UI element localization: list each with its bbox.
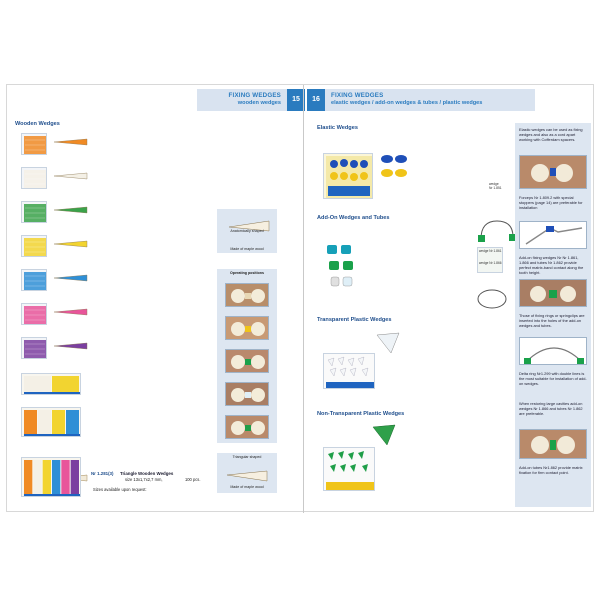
addon-tag-1: wedge Nr 1.861: [479, 249, 502, 253]
addon-title: Add-On Wedges and Tubes: [317, 215, 390, 221]
wedge-pack-photo: [21, 201, 47, 223]
blue-elastic-wedge-drawing: [379, 153, 409, 165]
wedge-drawing: [53, 273, 89, 284]
wedge-drawing: [53, 307, 89, 318]
transparent-title: Transparent Plastic Wedges: [317, 317, 392, 323]
multi-pack-photo: [21, 457, 81, 497]
wedge-drawing: [53, 205, 89, 216]
wedge-pack-photo: [21, 269, 47, 291]
sidebar-text-5: Delta ring Nr1.299 with double lines is the most suitable for installation of add-on wedges.: [519, 371, 587, 387]
wedge-drawing: [53, 239, 89, 250]
op-photo: [225, 316, 269, 340]
wooden-wedges-title: Wooden Wedges: [15, 121, 60, 127]
wedge-drawing: [53, 137, 89, 148]
op-photo: [225, 283, 269, 307]
sidebar-photo-3: [519, 279, 587, 307]
left-header-band: [197, 89, 287, 111]
addon-tube-ring-drawing: [475, 287, 509, 311]
elastic-wedges-pack-photo: [323, 153, 373, 199]
triangle-code: Nr 1.281(3): [91, 471, 114, 476]
page-spine: [303, 85, 304, 513]
op-photo: [225, 415, 269, 439]
op-photo: [225, 382, 269, 406]
left-page-number: 15: [287, 89, 305, 111]
triangular-shape-box: [217, 453, 277, 493]
left-header-subtitle: wooden wedges: [237, 99, 281, 106]
anatomic-shape-box: [217, 209, 277, 253]
wedge-pack-photo: [21, 337, 47, 359]
sidebar-photo-1: [519, 155, 587, 189]
wedge-pack-photo: [21, 167, 47, 189]
triangular-maple-caption: Made of maple wood: [230, 485, 264, 489]
multi-pack-photo: [21, 373, 81, 395]
addon-tag-2: wedge Nr 1.866: [479, 261, 502, 265]
wedge-drawing: [53, 341, 89, 352]
transparent-wedge-drawing: [373, 329, 403, 357]
wedge-pack-photo: [21, 133, 47, 155]
elastic-wedge-note: wedge Nr 1.851: [489, 182, 502, 190]
op-photo: [225, 349, 269, 373]
maple-caption: Made of maple wood: [230, 247, 264, 251]
addon-wedges-drawing: [325, 241, 371, 289]
transparent-pack-photo: [323, 353, 375, 389]
triangle-name: Triangle Wooden Wedges: [120, 471, 174, 476]
sidebar-photo-2: [519, 221, 587, 249]
sidebar-photo-4: [519, 337, 587, 365]
sidebar-text-3: Add-on fixing wedges Nr Nr 1.861, 1.866 and tubes Nr 1.862 provide perfect matrix-band contact along the tooth height.: [519, 255, 584, 276]
nontransparent-wedge-drawing: [369, 421, 399, 449]
triangle-qty: 100 pcs.: [185, 477, 201, 482]
sidebar-photo-5: [519, 429, 587, 459]
left-header-title: FIXING WEDGES: [228, 92, 281, 99]
multi-pack-photo: [21, 407, 81, 437]
sidebar-text-4: Those of fixing rings or springclips are inserted into the holes of the add-on wedges and tubes.: [519, 313, 585, 329]
triangle-available-note: Sizes available upon request:: [93, 487, 147, 492]
nontransparent-title: Non-Transparent Plastic Wedges: [317, 411, 405, 417]
anatomic-caption: Anatomically shaped: [230, 229, 264, 233]
elastic-wedges-title: Elastic Wedges: [317, 125, 358, 131]
sidebar-text-6: When restoring large cavities add-on wedges Nr 1.866 and tubes Nr 1.862 are preferable.: [519, 401, 583, 417]
addon-tag-box: [477, 247, 503, 273]
right-page-number: 16: [307, 89, 325, 111]
right-header-band: [325, 89, 535, 111]
catalog-spread: [6, 84, 594, 512]
wedge-drawing: [53, 171, 89, 182]
sidebar-text-1: Elastic wedges can be used as fixing wedges and also as a cord apart working with Cofferdam spacers.: [519, 127, 583, 143]
nontransparent-pack-photo: [323, 447, 375, 491]
right-header-title: FIXING WEDGES: [331, 92, 384, 99]
yellow-elastic-wedge-drawing: [379, 167, 409, 179]
sidebar-text-2: Forceps Nr 1.809.2 with special stoppers (page 14) are preferable for installation: [519, 195, 583, 211]
wedge-pack-photo: [21, 303, 47, 325]
triangle-size-line: size 13x1,7x2,7 mm,: [125, 477, 163, 482]
sidebar-text-7: Add-on tubes Nr1.862 provide matrix fixation for firm contact point.: [519, 465, 583, 476]
addon-ring-drawing: [477, 217, 517, 245]
right-header-subtitle: elastic wedges / add-on wedges & tubes / plastic wedges: [331, 99, 483, 106]
triangular-caption: Triangular shaped: [232, 455, 262, 459]
operating-positions-title: Operating positions: [230, 271, 264, 275]
wedge-pack-photo: [21, 235, 47, 257]
